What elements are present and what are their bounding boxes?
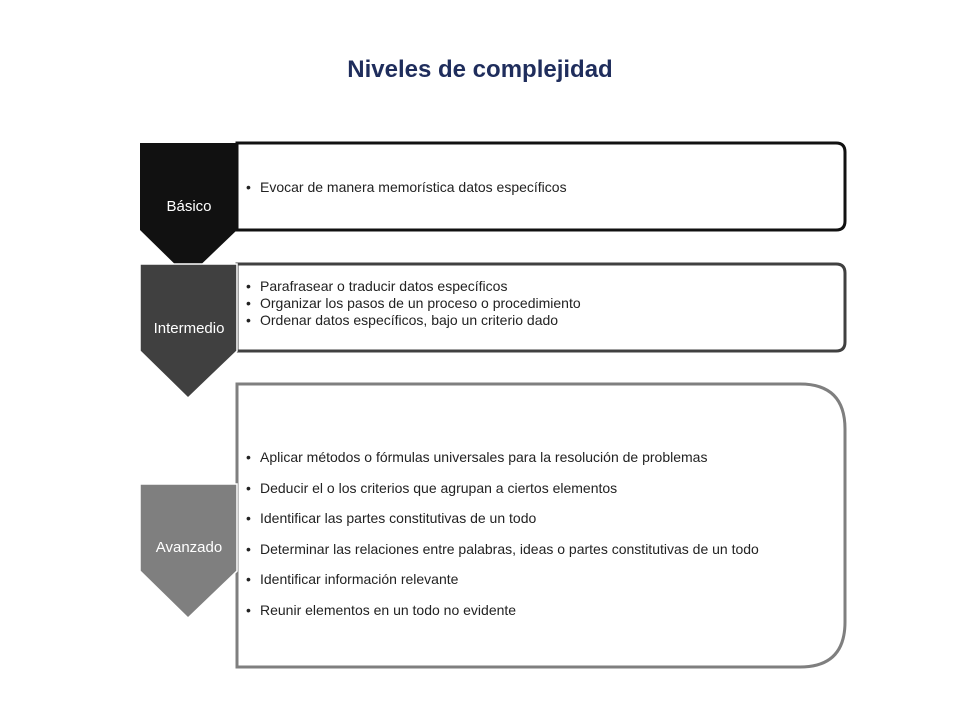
basico-items-list bbox=[246, 178, 567, 196]
level-label-basico: Básico bbox=[166, 198, 212, 215]
intermedio-items-list bbox=[246, 278, 581, 329]
list-item: • Organizar los pasos de un proceso o procedimiento bbox=[246, 295, 581, 312]
avanzado-items-list bbox=[246, 442, 759, 625]
list-item: • Identificar información relevante bbox=[246, 564, 759, 595]
list-item: • Determinar las relaciones entre palabras, ideas o partes constitutivas de un todo bbox=[246, 534, 759, 565]
list-item: • Aplicar métodos o fórmulas universales para la resolución de problemas bbox=[246, 442, 759, 473]
page-title: Niveles de complejidad bbox=[347, 56, 613, 83]
list-item: • Parafrasear o traducir datos específicos bbox=[246, 278, 581, 295]
list-item: • Evocar de manera memorística datos específicos bbox=[246, 178, 567, 196]
list-item: • Deducir el o los criterios que agrupan a ciertos elementos bbox=[246, 473, 759, 504]
level-label-avanzado: Avanzado bbox=[155, 539, 223, 556]
list-item: • Identificar las partes constitutivas de un todo bbox=[246, 503, 759, 534]
level-label-intermedio: Intermedio bbox=[153, 320, 225, 337]
list-item: • Reunir elementos en un todo no evidente bbox=[246, 595, 759, 626]
list-item: • Ordenar datos específicos, bajo un criterio dado bbox=[246, 312, 581, 329]
